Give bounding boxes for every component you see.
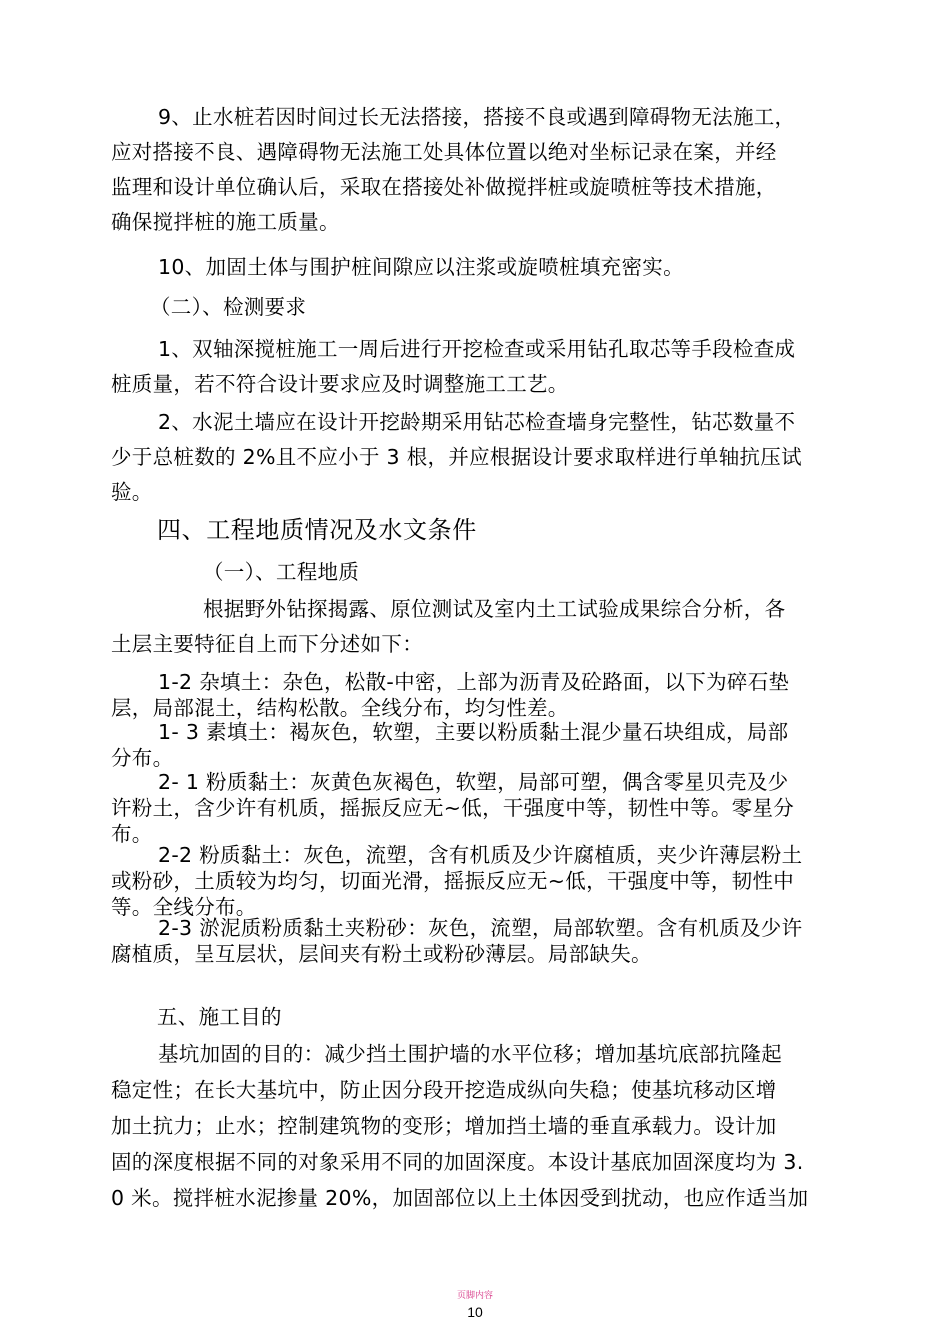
section-heading-geology-hydrology: 四、工程地质情况及水文条件 xyxy=(157,516,477,544)
text-line: 应对搭接不良、遇障碍物无法施工处具体位置以绝对坐标记录在案，并经 xyxy=(111,140,777,164)
subheading-geology xyxy=(203,555,933,590)
text-line: 加土抗力；止水；控制建筑物的变形；增加挡土墙的垂直承载力。设计加 xyxy=(111,1114,777,1138)
paragraph-geology-intro xyxy=(111,592,841,662)
text-line: 许粉土，含少许有机质，摇振反应无~低，干强度中等，韧性中等。零星分 xyxy=(111,796,795,820)
text-line: 2-3 淤泥质粉质黏土夹粉砂：灰色，流塑，局部软塑。含有机质及少许 xyxy=(158,916,803,940)
text-line: 根据野外钻探揭露、原位测试及室内土工试验成果综合分析，各 xyxy=(203,597,786,621)
text-line: 验。 xyxy=(111,480,153,504)
text-line: 确保搅拌桩的施工质量。 xyxy=(111,210,340,234)
text-line: 稳定性；在长大基坑中，防止因分段开挖造成纵向失稳；使基坑移动区增 xyxy=(111,1078,777,1102)
paragraph-purpose xyxy=(111,1036,841,1216)
text-line: 少于总桩数的 2%且不应小于 3 根，并应根据设计要求取样进行单轴抗压试 xyxy=(111,445,802,469)
footer-label: 页脚内容 xyxy=(456,1291,493,1301)
text-line: 9、止水桩若因时间过长无法搭接，搭接不良或遇到障碍物无法施工， xyxy=(158,105,796,129)
text-line: 2- 1 粉质黏土：灰黄色灰褐色，软塑，局部可塑，偶含零星贝壳及少 xyxy=(158,770,789,794)
text-line: 1- 3 素填土：褐灰色，软塑，主要以粉质黏土混少量石块组成，局部 xyxy=(158,720,789,744)
text-line: 层，局部混土，结构松散。全线分布，均匀性差。 xyxy=(111,696,569,720)
paragraph-layer-1-2 xyxy=(111,669,841,721)
paragraph-layer-2-2 xyxy=(111,842,841,920)
text-line: 或粉砂，土质较为均匀，切面光滑，摇振反应无~低，干强度中等，韧性中 xyxy=(111,869,795,893)
paragraph-layer-1-3 xyxy=(111,719,841,771)
text-line: 10、加固土体与围护桩间隙应以注浆或旋喷桩填充密实。 xyxy=(158,255,684,279)
paragraph-item-9 xyxy=(111,100,841,240)
text-line: 监理和设计单位确认后，采取在搭接处补做搅拌桩或旋喷桩等技术措施， xyxy=(111,175,777,199)
text-line: 桩质量，若不符合设计要求应及时调整施工工艺。 xyxy=(111,372,569,396)
text-line: 土层主要特征自上而下分述如下： xyxy=(111,632,423,656)
page-number: 10 xyxy=(467,1304,483,1320)
section-heading-purpose xyxy=(157,1000,887,1035)
paragraph-layer-2-3 xyxy=(111,915,841,967)
paragraph-layer-2-1 xyxy=(111,769,841,847)
text-line: 1-2 杂填土：杂色，松散-中密，上部为沥青及砼路面，以下为碎石垫 xyxy=(158,670,790,694)
text-line: 1、双轴深搅桩施工一周后进行开挖检查或采用钻孔取芯等手段检查成 xyxy=(158,337,796,361)
paragraph-check-2 xyxy=(111,405,841,510)
text-line: 2-2 粉质黏土：灰色，流塑，含有机质及少许腐植质，夹少许薄层粉土 xyxy=(158,843,803,867)
paragraph-item-10 xyxy=(111,250,841,285)
text-line: 等。全线分布。 xyxy=(111,895,257,919)
text-line: 基坑加固的目的：减少挡土围护墙的水平位移；增加基坑底部抗隆起 xyxy=(158,1042,782,1066)
section-heading-inspection xyxy=(150,290,880,325)
text-line: 固的深度根据不同的对象采用不同的加固深度。本设计基底加固深度均为 3. xyxy=(111,1150,804,1174)
heading-text: （一）、工程地质 xyxy=(203,560,360,584)
heading-text: 五、施工目的 xyxy=(157,1005,282,1029)
text-line: 腐植质，呈互层状，层间夹有粉土或粉砂薄层。局部缺失。 xyxy=(111,942,652,966)
heading-text: （二）、检测要求 xyxy=(150,295,307,319)
text-line: 0 米。搅拌桩水泥掺量 20%，加固部位以上土体因受到扰动，也应作适当加 xyxy=(111,1186,809,1210)
text-line: 2、水泥土墙应在设计开挖龄期采用钻芯检查墙身完整性，钻芯数量不 xyxy=(158,410,796,434)
paragraph-check-1 xyxy=(111,332,841,402)
text-line: 布。 xyxy=(111,822,153,846)
text-line: 分布。 xyxy=(111,746,174,770)
